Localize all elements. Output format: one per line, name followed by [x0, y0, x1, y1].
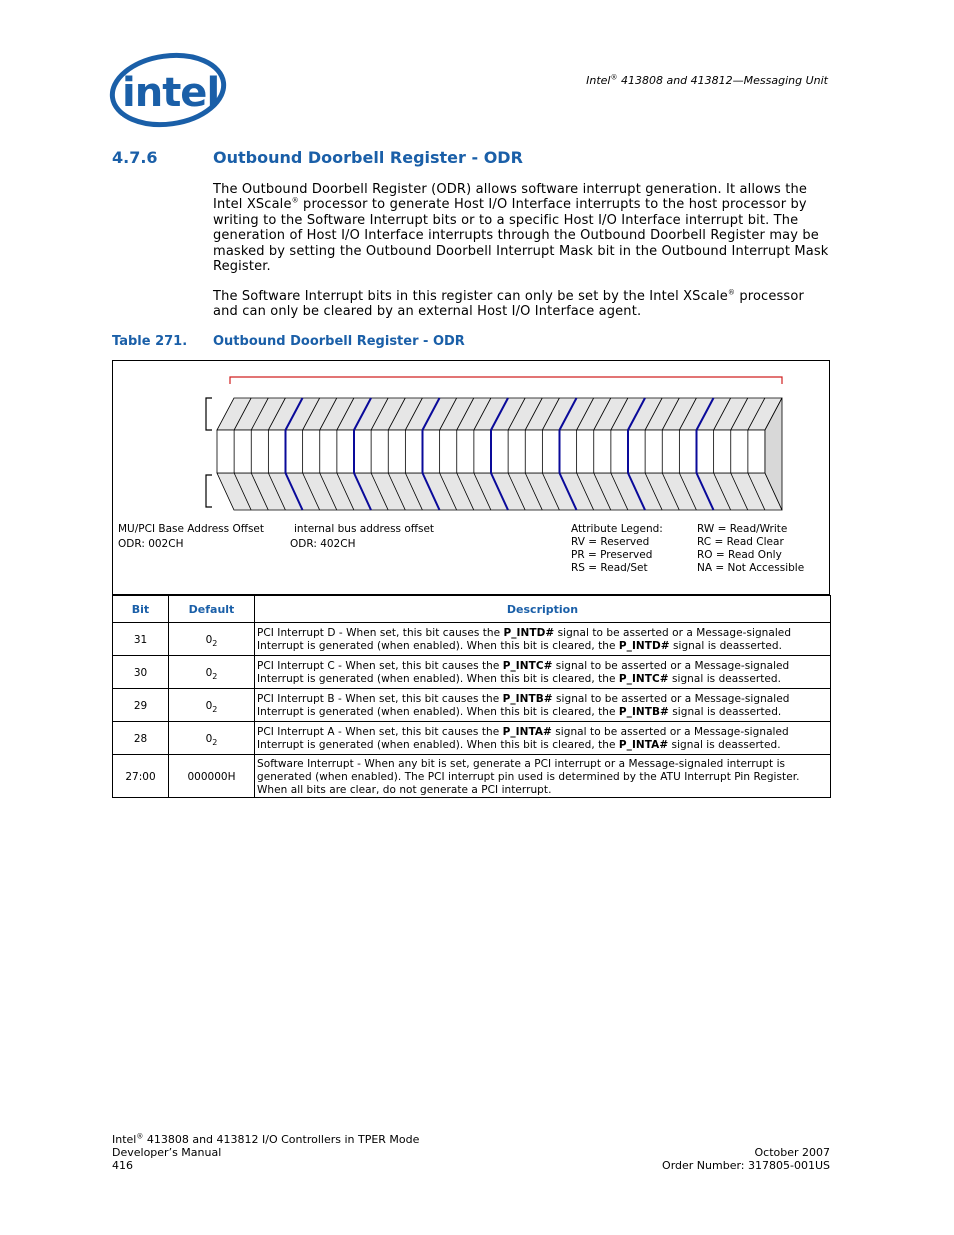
bit-cell: 31 [113, 623, 169, 656]
field-bracket [230, 377, 782, 384]
body-paragraph-2: The Software Interrupt bits in this register can only be set by the Intel XScale® processor and can only be cleared by an external Host I/O Interface agent. [213, 288, 804, 320]
offset-label: MU/PCI Base Address Offset [118, 523, 264, 535]
legend-item: NA = Not Accessible [697, 562, 805, 574]
header-bit: Bit [113, 596, 169, 623]
legend-item: RC = Read Clear [697, 536, 784, 548]
table-row [113, 656, 831, 689]
default-cell: 000000H [169, 755, 255, 798]
section-number: 4.7.6 [112, 148, 158, 167]
bit-cell: 30 [113, 656, 169, 689]
legend-item: RW = Read/Write [697, 523, 788, 535]
header-default: Default [169, 596, 255, 623]
default-cell: $0_2$ [169, 623, 255, 656]
table-row [113, 623, 831, 656]
description-cell: PCI Interrupt C - When set, this bit causes the P_INTC# signal to be asserted or a Message-signaled Interrupt is generated (when enabled). When this bit is cleared, the P_INTC# signal is deasserted. [255, 656, 831, 689]
default-cell: $0_2$ [169, 722, 255, 755]
running-header: Intel® 413808 and 413812—Messaging Unit [586, 73, 828, 87]
footer-product: Intel® 413808 and 413812 I/O Controllers in TPER Mode [112, 1132, 420, 1146]
table-row [113, 755, 831, 798]
description-cell: Software Interrupt - When any bit is set, generate a PCI interrupt or a Message-signaled interrupt is generated (when enabled). The PCI interrupt pin used is determined by the ATU Interrupt Pin Register. When all bits are clear, do not generate a PCI interrupt. [255, 755, 831, 798]
body-paragraph-1: The Outbound Doorbell Register (ODR) allows software interrupt generation. It allows the Intel XScale® processor to generate Host I/O Interface interrupts to the host processor by writing to the Software Interrupt bits or to a specific Host I/O Interface interrupt bit. The generation of Host I/O Interface interrupts through the Outbound Doorbell Register may be masked by setting the Outbound Doorbell Interrupt Mask bit in the Outbound Interrupt Mask Register. [213, 182, 829, 275]
legend-item: RV = Reserved [571, 536, 650, 548]
side-bracket-top [206, 398, 212, 430]
offset-value: ODR: 002CH [118, 538, 184, 550]
header-description: Description [255, 596, 831, 623]
bus-offset-label: internal bus address offset [294, 523, 435, 535]
description-cell: PCI Interrupt D - When set, this bit causes the P_INTD# signal to be asserted or a Message-signaled Interrupt is generated (when enabled). When this bit is cleared, the P_INTD# signal is deasserted. [255, 623, 831, 656]
footer-manual: Developer’s Manual [112, 1146, 222, 1159]
description-cell: PCI Interrupt A - When set, this bit causes the P_INTA# signal to be asserted or a Message-signaled Interrupt is generated (when enabled). When this bit is cleared, the P_INTA# signal is deasserted. [255, 722, 831, 755]
bit-cell: 29 [113, 689, 169, 722]
default-cell: $0_2$ [169, 689, 255, 722]
bit-cell: 28 [113, 722, 169, 755]
legend-item: RO = Read Only [697, 549, 782, 561]
table-row [113, 689, 831, 722]
bus-offset-value: ODR: 402CH [290, 538, 356, 550]
svg-text:intel: intel [122, 70, 220, 116]
legend-item: PR = Preserved [571, 549, 653, 561]
side-bracket-bottom [206, 475, 212, 507]
table-row [113, 722, 831, 755]
bit-description-table [112, 595, 831, 798]
intel-logo [108, 50, 228, 132]
footer-date: October 2007 [754, 1146, 830, 1159]
default-cell: $0_2$ [169, 656, 255, 689]
page-number: 416 [112, 1159, 133, 1172]
table-number: Table 271. [112, 334, 188, 349]
section-title: Outbound Doorbell Register - ODR [213, 148, 523, 167]
footer-order-number: Order Number: 317805-001US [662, 1159, 830, 1172]
description-cell: PCI Interrupt B - When set, this bit causes the P_INTB# signal to be asserted or a Message-signaled Interrupt is generated (when enabled). When this bit is cleared, the P_INTB# signal is deasserted. [255, 689, 831, 722]
legend-item: RS = Read/Set [571, 562, 648, 574]
legend-title: Attribute Legend: [571, 523, 663, 535]
table-header-row [113, 596, 831, 623]
bit-cell: 27:00 [113, 755, 169, 798]
table-title: Outbound Doorbell Register - ODR [213, 334, 465, 349]
